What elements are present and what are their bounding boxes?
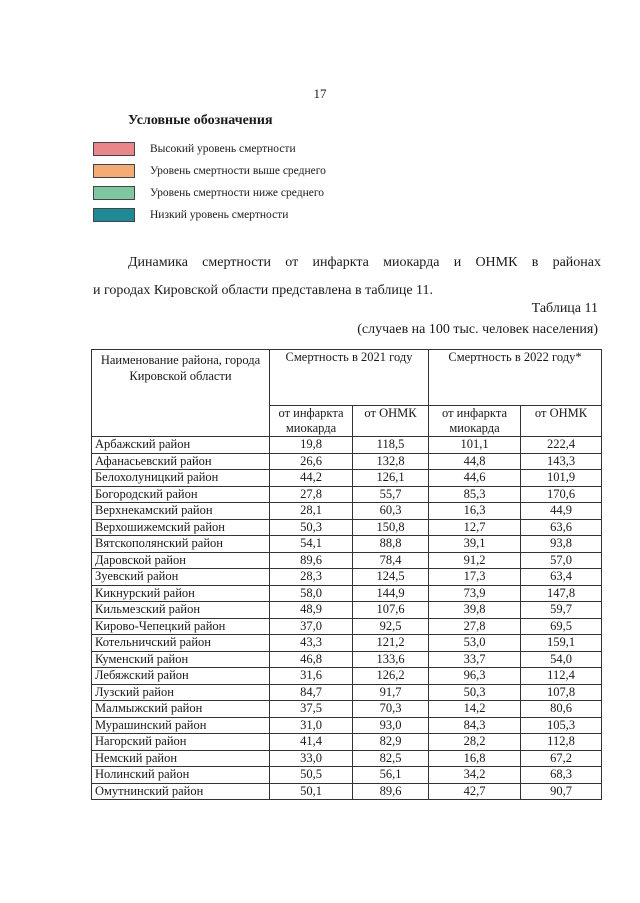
page-number: 17 bbox=[313, 86, 327, 101]
value-cell: 84,7 bbox=[270, 684, 353, 701]
value-cell: 112,4 bbox=[521, 668, 602, 685]
value-cell: 54,0 bbox=[521, 651, 602, 668]
paragraph-line-2: и городах Кировской области представлена в таблице 11. bbox=[93, 283, 434, 298]
district-name-cell: Даровской район bbox=[92, 552, 270, 569]
district-name-cell: Немский район bbox=[92, 750, 270, 767]
value-cell: 41,4 bbox=[270, 734, 353, 751]
value-cell: 73,9 bbox=[429, 585, 521, 602]
value-cell: 44,8 bbox=[429, 453, 521, 470]
table-row bbox=[92, 602, 602, 619]
district-name-cell: Нолинский район bbox=[92, 767, 270, 784]
table-row bbox=[92, 684, 602, 701]
district-name-cell: Куменский район bbox=[92, 651, 270, 668]
district-name-cell: Мурашинский район bbox=[92, 717, 270, 734]
subheader-stroke-2021: от ОНМК bbox=[353, 406, 429, 437]
district-name-cell: Вятскополянский район bbox=[92, 536, 270, 553]
value-cell: 105,3 bbox=[521, 717, 602, 734]
value-cell: 48,9 bbox=[270, 602, 353, 619]
paragraph-line-1 bbox=[93, 249, 601, 277]
table-row bbox=[92, 519, 602, 536]
value-cell: 107,6 bbox=[353, 602, 429, 619]
legend-item-above-average bbox=[93, 163, 326, 178]
value-cell: 60,3 bbox=[353, 503, 429, 520]
value-cell: 150,8 bbox=[353, 519, 429, 536]
value-cell: 31,0 bbox=[270, 717, 353, 734]
value-cell: 89,6 bbox=[270, 552, 353, 569]
value-cell: 68,3 bbox=[521, 767, 602, 784]
table-row bbox=[92, 453, 602, 470]
value-cell: 93,0 bbox=[353, 717, 429, 734]
value-cell: 44,9 bbox=[521, 503, 602, 520]
value-cell: 34,2 bbox=[429, 767, 521, 784]
table-row bbox=[92, 503, 602, 520]
value-cell: 16,8 bbox=[429, 750, 521, 767]
legend-label: Уровень смертности ниже среднего bbox=[150, 186, 325, 199]
value-cell: 59,7 bbox=[521, 602, 602, 619]
value-cell: 50,3 bbox=[270, 519, 353, 536]
value-cell: 46,8 bbox=[270, 651, 353, 668]
header-name: Наименование района, города Кировской области bbox=[92, 350, 270, 437]
table-body bbox=[92, 437, 602, 800]
table-row bbox=[92, 783, 602, 800]
table-row bbox=[92, 635, 602, 652]
value-cell: 50,1 bbox=[270, 783, 353, 800]
district-name-cell: Котельничский район bbox=[92, 635, 270, 652]
value-cell: 31,6 bbox=[270, 668, 353, 685]
value-cell: 55,7 bbox=[353, 486, 429, 503]
table-row bbox=[92, 668, 602, 685]
value-cell: 17,3 bbox=[429, 569, 521, 586]
district-name-cell: Нагорский район bbox=[92, 734, 270, 751]
value-cell: 63,4 bbox=[521, 569, 602, 586]
district-name-cell: Верхнекамский район bbox=[92, 503, 270, 520]
paragraph-word: инфаркта bbox=[312, 255, 369, 270]
value-cell: 101,1 bbox=[429, 437, 521, 454]
value-cell: 80,6 bbox=[521, 701, 602, 718]
value-cell: 82,5 bbox=[353, 750, 429, 767]
paragraph-word: Динамика bbox=[128, 255, 188, 270]
value-cell: 33,0 bbox=[270, 750, 353, 767]
value-cell: 57,0 bbox=[521, 552, 602, 569]
value-cell: 159,1 bbox=[521, 635, 602, 652]
value-cell: 93,8 bbox=[521, 536, 602, 553]
district-name-cell: Кирово-Чепецкий район bbox=[92, 618, 270, 635]
intro-paragraph bbox=[93, 249, 601, 305]
district-name-cell: Кикнурский район bbox=[92, 585, 270, 602]
legend-item-below-average bbox=[93, 185, 324, 200]
table-row bbox=[92, 552, 602, 569]
value-cell: 50,3 bbox=[429, 684, 521, 701]
value-cell: 12,7 bbox=[429, 519, 521, 536]
paragraph-word: ОНМК bbox=[475, 255, 518, 270]
district-name-cell: Богородский район bbox=[92, 486, 270, 503]
legend-label: Уровень смертности выше среднего bbox=[150, 164, 326, 177]
value-cell: 16,3 bbox=[429, 503, 521, 520]
value-cell: 144,9 bbox=[353, 585, 429, 602]
value-cell: 58,0 bbox=[270, 585, 353, 602]
value-cell: 133,6 bbox=[353, 651, 429, 668]
value-cell: 126,1 bbox=[353, 470, 429, 487]
value-cell: 37,5 bbox=[270, 701, 353, 718]
value-cell: 124,5 bbox=[353, 569, 429, 586]
value-cell: 85,3 bbox=[429, 486, 521, 503]
table-row bbox=[92, 470, 602, 487]
district-name-cell: Омутнинский район bbox=[92, 783, 270, 800]
table-row bbox=[92, 750, 602, 767]
value-cell: 170,6 bbox=[521, 486, 602, 503]
table-row bbox=[92, 569, 602, 586]
table-units: (случаев на 100 тыс. человек населения) bbox=[357, 322, 598, 337]
value-cell: 101,9 bbox=[521, 470, 602, 487]
district-name-cell: Арбажский район bbox=[92, 437, 270, 454]
value-cell: 121,2 bbox=[353, 635, 429, 652]
legend-item-high bbox=[93, 141, 296, 156]
legend-title: Условные обозначения bbox=[128, 113, 273, 128]
value-cell: 56,1 bbox=[353, 767, 429, 784]
value-cell: 67,2 bbox=[521, 750, 602, 767]
paragraph-word: миокарда bbox=[383, 255, 440, 270]
value-cell: 89,6 bbox=[353, 783, 429, 800]
value-cell: 90,7 bbox=[521, 783, 602, 800]
table-row bbox=[92, 717, 602, 734]
table-row bbox=[92, 651, 602, 668]
table-row bbox=[92, 767, 602, 784]
value-cell: 222,4 bbox=[521, 437, 602, 454]
subheader-mi-2022: от инфаркта миокарда bbox=[429, 406, 521, 437]
legend-swatch-above-average bbox=[93, 164, 135, 178]
value-cell: 112,8 bbox=[521, 734, 602, 751]
value-cell: 118,5 bbox=[353, 437, 429, 454]
value-cell: 28,3 bbox=[270, 569, 353, 586]
district-name-cell: Малмыжский район bbox=[92, 701, 270, 718]
table-row bbox=[92, 618, 602, 635]
value-cell: 92,5 bbox=[353, 618, 429, 635]
value-cell: 14,2 bbox=[429, 701, 521, 718]
legend-swatch-below-average bbox=[93, 186, 135, 200]
value-cell: 19,8 bbox=[270, 437, 353, 454]
value-cell: 126,2 bbox=[353, 668, 429, 685]
subheader-stroke-2022: от ОНМК bbox=[521, 406, 602, 437]
value-cell: 39,1 bbox=[429, 536, 521, 553]
paragraph-word: от bbox=[285, 255, 299, 270]
value-cell: 43,3 bbox=[270, 635, 353, 652]
value-cell: 26,6 bbox=[270, 453, 353, 470]
value-cell: 91,7 bbox=[353, 684, 429, 701]
value-cell: 82,9 bbox=[353, 734, 429, 751]
value-cell: 27,8 bbox=[429, 618, 521, 635]
table-row bbox=[92, 734, 602, 751]
value-cell: 78,4 bbox=[353, 552, 429, 569]
paragraph-word: и bbox=[453, 255, 462, 270]
district-name-cell: Афанасьевский район bbox=[92, 453, 270, 470]
legend-label: Низкий уровень смертности bbox=[150, 208, 289, 221]
district-name-cell: Лебяжский район bbox=[92, 668, 270, 685]
value-cell: 50,5 bbox=[270, 767, 353, 784]
paragraph-word: смертности bbox=[202, 255, 272, 270]
value-cell: 96,3 bbox=[429, 668, 521, 685]
value-cell: 63,6 bbox=[521, 519, 602, 536]
district-name-cell: Лузский район bbox=[92, 684, 270, 701]
value-cell: 91,2 bbox=[429, 552, 521, 569]
table-row bbox=[92, 701, 602, 718]
mortality-table bbox=[91, 349, 602, 800]
value-cell: 143,3 bbox=[521, 453, 602, 470]
table-row bbox=[92, 486, 602, 503]
value-cell: 53,0 bbox=[429, 635, 521, 652]
value-cell: 27,8 bbox=[270, 486, 353, 503]
legend-swatch-high bbox=[93, 142, 135, 156]
district-name-cell: Зуевский район bbox=[92, 569, 270, 586]
value-cell: 44,2 bbox=[270, 470, 353, 487]
value-cell: 88,8 bbox=[353, 536, 429, 553]
value-cell: 107,8 bbox=[521, 684, 602, 701]
table-row bbox=[92, 437, 602, 454]
paragraph-word: районах bbox=[552, 255, 601, 270]
district-name-cell: Кильмезский район bbox=[92, 602, 270, 619]
value-cell: 54,1 bbox=[270, 536, 353, 553]
header-year-2021: Смертность в 2021 году bbox=[270, 350, 429, 406]
value-cell: 28,2 bbox=[429, 734, 521, 751]
value-cell: 132,8 bbox=[353, 453, 429, 470]
value-cell: 84,3 bbox=[429, 717, 521, 734]
value-cell: 39,8 bbox=[429, 602, 521, 619]
table-row bbox=[92, 585, 602, 602]
value-cell: 33,7 bbox=[429, 651, 521, 668]
table-caption: Таблица 11 bbox=[531, 301, 598, 316]
district-name-cell: Верхошижемский район bbox=[92, 519, 270, 536]
paragraph-word: в bbox=[531, 255, 539, 270]
legend-swatch-low bbox=[93, 208, 135, 222]
legend-item-low bbox=[93, 207, 288, 222]
value-cell: 28,1 bbox=[270, 503, 353, 520]
value-cell: 70,3 bbox=[353, 701, 429, 718]
value-cell: 44,6 bbox=[429, 470, 521, 487]
value-cell: 147,8 bbox=[521, 585, 602, 602]
subheader-mi-2021: от инфаркта миокарда bbox=[270, 406, 353, 437]
value-cell: 37,0 bbox=[270, 618, 353, 635]
value-cell: 42,7 bbox=[429, 783, 521, 800]
value-cell: 69,5 bbox=[521, 618, 602, 635]
table-row bbox=[92, 536, 602, 553]
header-year-2022: Смертность в 2022 году* bbox=[429, 350, 602, 406]
district-name-cell: Белохолуницкий район bbox=[92, 470, 270, 487]
legend-label: Высокий уровень смертности bbox=[150, 142, 296, 155]
